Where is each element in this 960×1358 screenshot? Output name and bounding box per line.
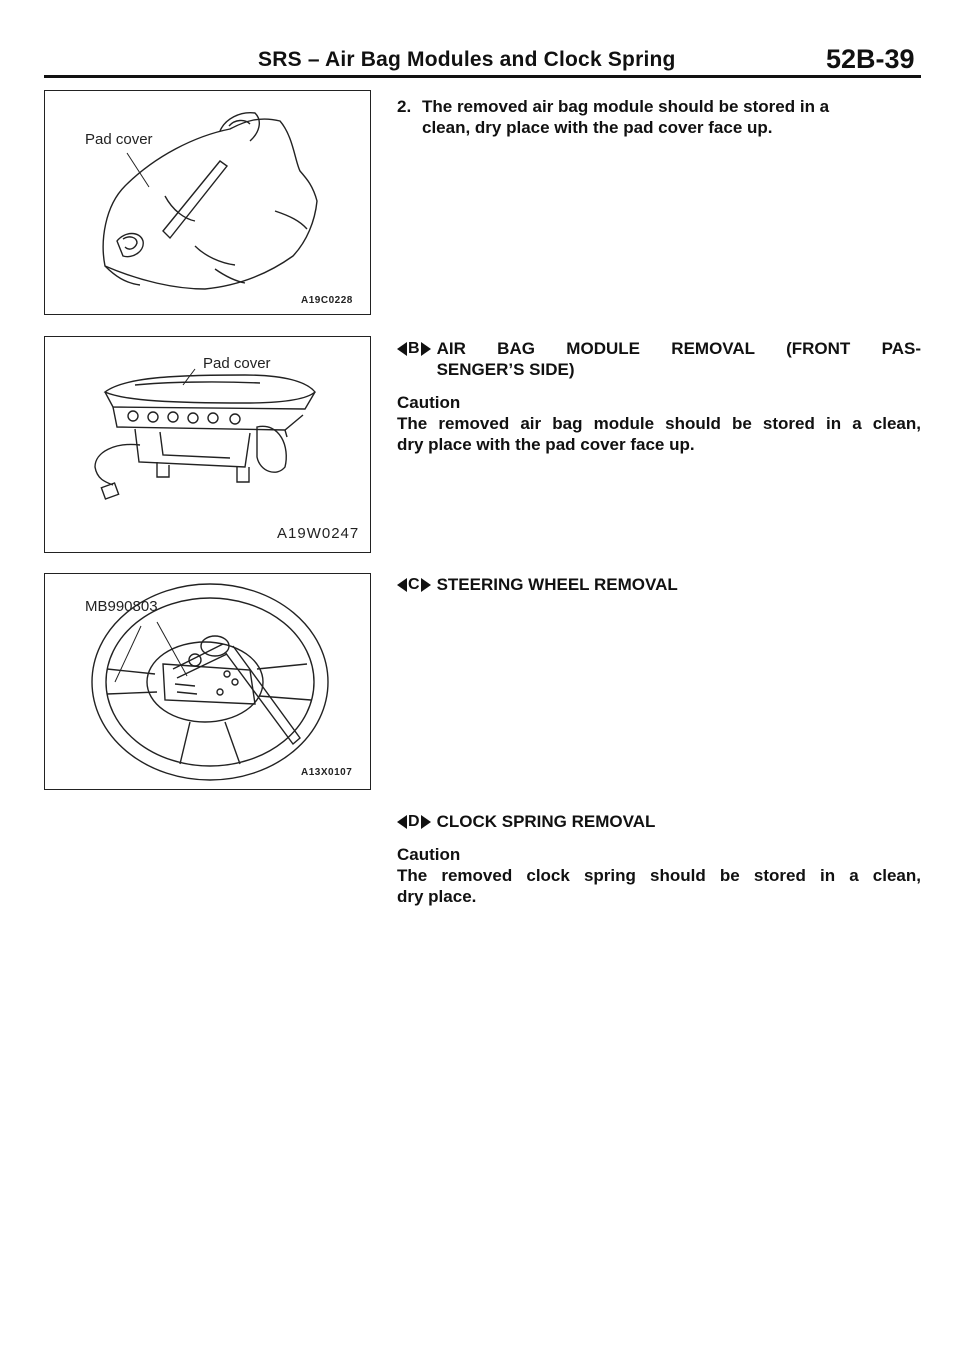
section-heading: STEERING WHEEL REMOVAL: [436, 575, 678, 594]
caution-label: Caution: [397, 393, 461, 412]
caution-text: dry place.: [397, 887, 477, 906]
caution-text: dry place with the pad cover face up.: [397, 435, 695, 454]
left-arrow-icon: [397, 578, 407, 592]
step-2: [397, 96, 921, 138]
section-d: [397, 811, 921, 907]
left-arrow-icon: [397, 342, 407, 356]
caution-label: Caution: [397, 845, 461, 864]
figure-label-special-tool: MB990803: [85, 598, 158, 615]
header-rule: [44, 75, 921, 78]
caution-text: The removed clock spring should be stored in a clean,: [397, 866, 921, 885]
figure-code: A19W0247: [277, 525, 360, 542]
left-arrow-icon: [397, 815, 407, 829]
page-number: 52B-39: [826, 44, 915, 74]
right-arrow-icon: [421, 342, 431, 356]
caution-text: The removed air bag module should be stored in a clean,: [397, 414, 921, 433]
section-c: [397, 574, 921, 595]
section-heading: AIR BAG MODULE REMOVAL (FRONT PAS-: [436, 339, 921, 358]
figure-code: A13X0107: [301, 767, 353, 778]
figure-label-pad-cover: Pad cover: [203, 355, 271, 372]
section-heading: CLOCK SPRING REMOVAL: [436, 812, 656, 831]
right-arrow-icon: [421, 815, 431, 829]
figure-driver-air-bag: [44, 90, 371, 315]
figure-code: A19C0228: [301, 295, 353, 306]
section-heading: SENGER’S SIDE): [436, 360, 575, 379]
figure-label-pad-cover: Pad cover: [85, 131, 153, 148]
step-number: 2.: [397, 97, 412, 116]
section-marker-d: D: [397, 811, 431, 832]
section-b: [397, 338, 921, 455]
figure-steering-wheel: [44, 573, 371, 790]
page-title: SRS – Air Bag Modules and Clock Spring: [258, 48, 676, 71]
section-marker-b: B: [397, 338, 431, 359]
step-text-line: clean, dry place with the pad cover face up.: [422, 118, 773, 137]
driver-air-bag-module-illustration: [45, 91, 372, 316]
step-text-line: The removed air bag module should be stored in a: [422, 97, 830, 116]
right-arrow-icon: [421, 578, 431, 592]
section-marker-c: C: [397, 574, 431, 595]
figure-passenger-air-bag: [44, 336, 371, 553]
